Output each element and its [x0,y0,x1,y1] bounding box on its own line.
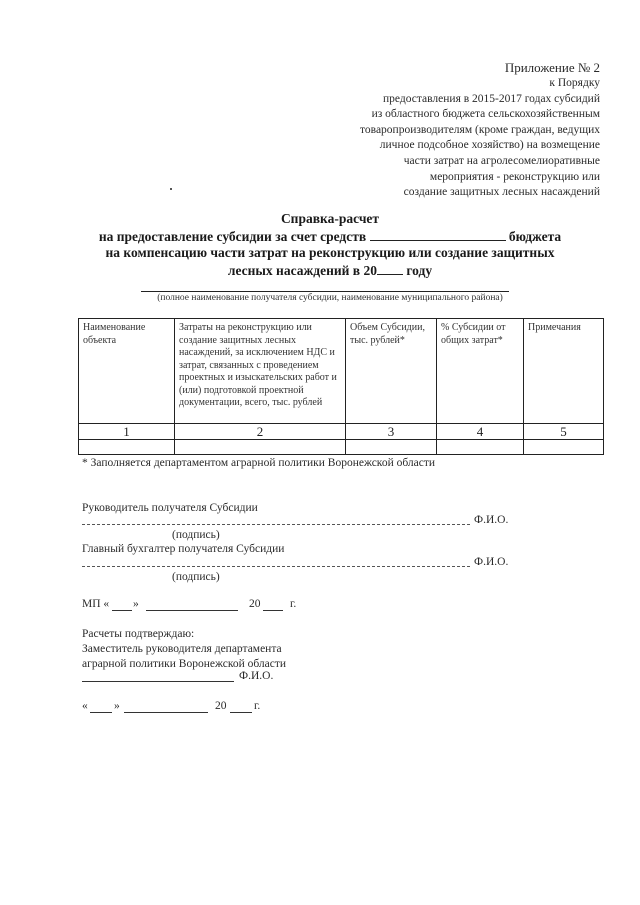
table-row [79,440,604,455]
date-day-blank [90,712,112,713]
annex-number: Приложение № 2 [504,60,600,75]
column-number: 2 [175,424,346,440]
doc-title-line [60,228,600,246]
title-text: году [402,263,433,278]
date-close: » [114,700,120,712]
mp-year-blank [263,610,283,611]
annex-line: части затрат на агролесомелиоративные [403,154,600,167]
table-cell [175,440,346,455]
deputy-line1: Заместитель руководителя департамента [82,643,282,655]
accountant-fio: Ф.И.О. [474,556,509,568]
year-blank [377,262,403,275]
date-year: 20 [215,700,227,712]
annex-line: товаропроизводителям (кроме граждан, ведущих [360,123,600,136]
doc-title-line: на компенсацию части затрат на реконструкцию или создание защитных [105,245,555,260]
annex-line: личное подсобное хозяйство) на возмещение [379,139,600,152]
table-cell [346,440,437,455]
header-cell: Объем Субсидии, тыс. рублей* [346,319,437,424]
column-number: 1 [79,424,175,440]
deputy-fio: Ф.И.О. [239,670,274,682]
doc-title: Справка-расчет [280,211,380,226]
recipient-line [141,291,509,292]
mp-year: 20 [249,598,261,610]
calc-table [78,318,604,455]
table-cell [79,440,175,455]
mp-prefix: МП « [82,598,110,610]
accountant-label: Главный бухгалтер получателя Субсидии [82,543,285,555]
head-fio: Ф.И.О. [474,514,509,526]
header-cell: Затраты на реконструкцию или создание защитных лесных насаждений, за исключением НДС и затрат, связанных с проведением проектных и изыскательских работ и (или) подготовкой проектной документации, всего, тыс. рублей [175,319,346,424]
mp-day-blank [112,610,132,611]
header-cell: % Субсидии от общих затрат* [437,319,524,424]
annex-line: из областного бюджета сельскохозяйственным [371,108,600,121]
scan-speck [170,188,172,190]
column-number: 4 [437,424,524,440]
column-number: 5 [524,424,604,440]
table-cell [524,440,604,455]
title-text: лесных насаждений в 20 [227,263,377,278]
date-open: « [82,700,88,712]
title-text: на предоставление субсидии за счет средств [98,229,370,244]
head-podpis: (подпись) [172,529,220,541]
annex-line: предоставления в 2015-2017 годах субсидий [383,92,600,105]
doc-title-line [60,262,600,280]
table-cell [437,440,524,455]
title-text: бюджета [505,229,562,244]
date-year-blank [230,712,252,713]
head-label: Руководитель получателя Субсидии [82,502,258,514]
deputy-signature-line [82,681,234,682]
confirm-label: Расчеты подтверждаю: [82,628,195,640]
accountant-signature-line [82,566,470,567]
header-cell: Наименование объекта [79,319,175,424]
mp-month-blank [146,610,238,611]
recipient-caption: (полное наименование получателя субсидии, наименование муниципального района) [157,293,503,303]
annex-line: создание защитных лесных насаждений [403,186,600,199]
head-signature-line [82,524,470,525]
date-year-suffix: г. [254,700,261,712]
mp-mid: » [133,598,139,610]
column-number: 3 [346,424,437,440]
footnote: * Заполняется департаментом аграрной политики Воронежской области [82,457,436,469]
budget-blank [370,228,506,241]
accountant-podpis: (подпись) [172,571,220,583]
mp-year-suffix: г. [290,598,297,610]
table-header-row [79,319,604,424]
annex-line: мероприятия - реконструкцию или [429,170,600,183]
deputy-line2: аграрной политики Воронежской области [82,658,287,670]
annex-line: к Порядку [549,77,600,89]
header-cell: Примечания [524,319,604,424]
table-number-row [79,424,604,440]
annex-block [300,59,600,201]
date-month-blank [124,712,208,713]
